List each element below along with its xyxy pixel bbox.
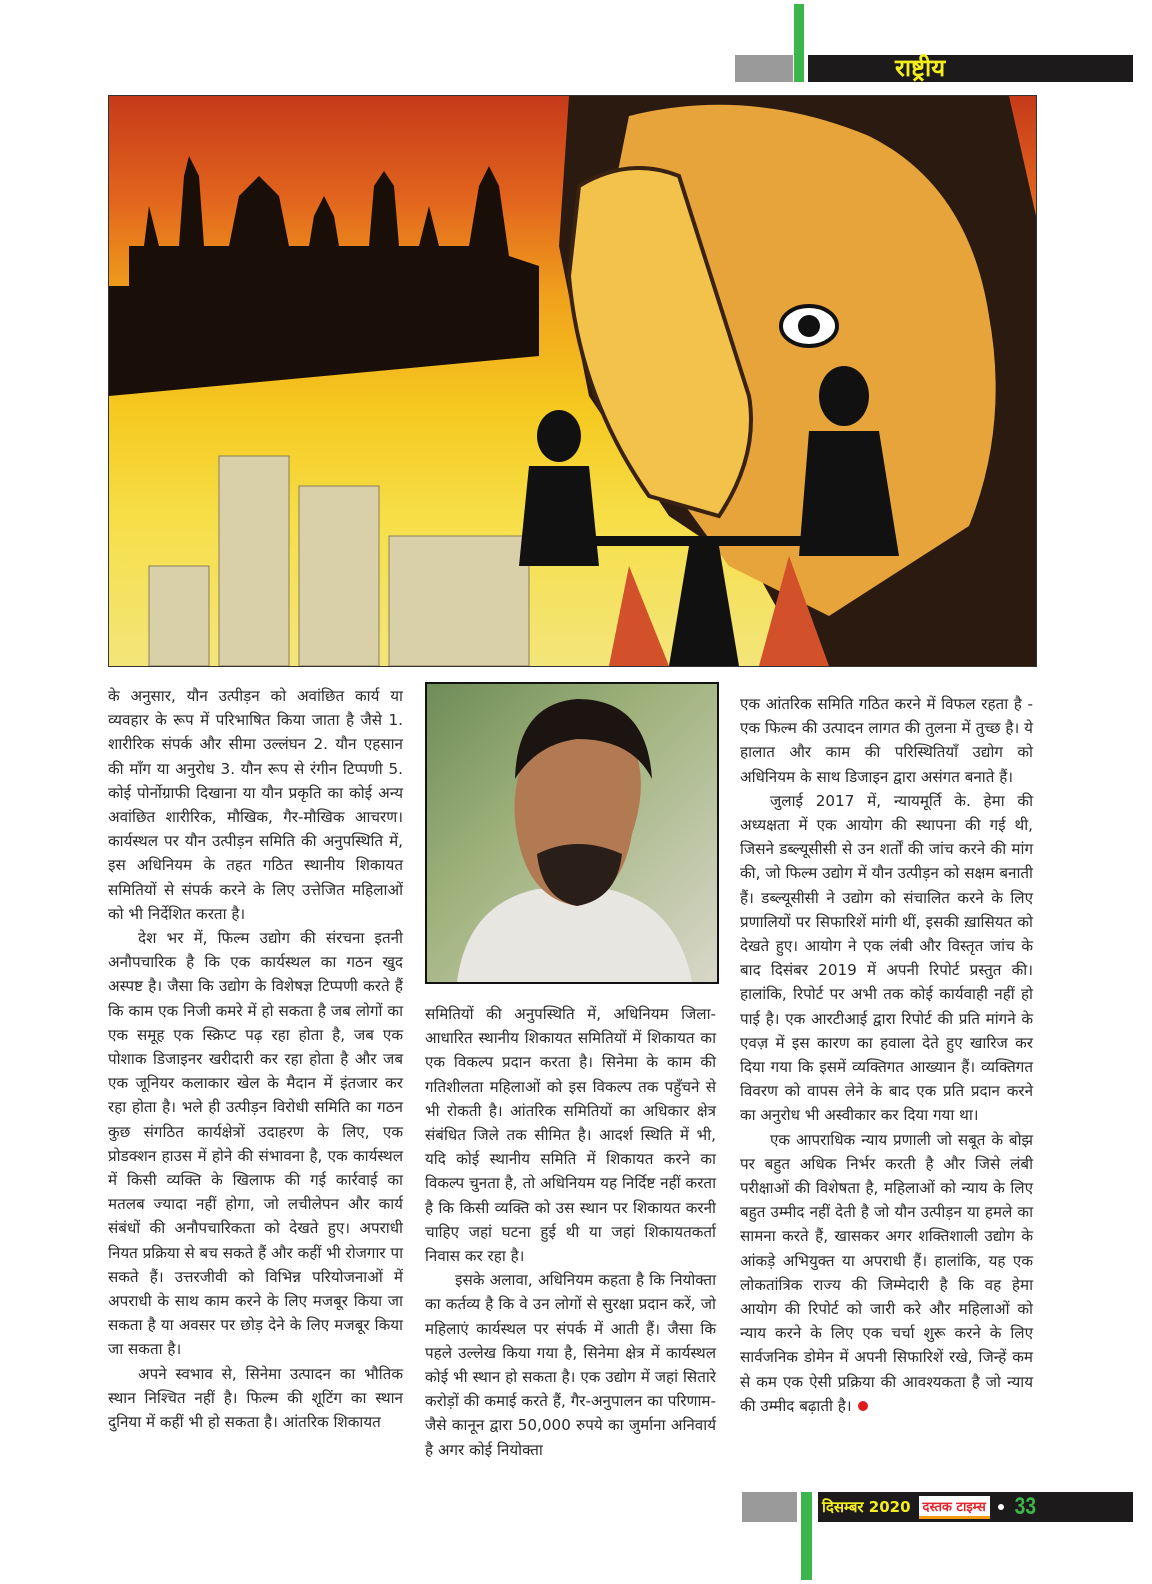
bullet-icon: [998, 1504, 1004, 1510]
paragraph: समितियों की अनुपस्थिति में, अधिनियम जिला-आधारित स्थानीय शिकायत समितियों में शिकायत का एक विकल्प प्रदान करता है। सिनेमा के काम की गतिशीलता महिलाओं को इस विकल्प तक पहुँचने से भी रोकती है। आंतरिक समितियों का अधिकार क्षेत्र संबंधित जिले तक सीमित है। आदर्श स्थिति में भी, यदि कोई स्थानीय समिति में शिकायत करने का विकल्प चुनता है, तो अधिनियम यह निर्दिष्ट नहीं करता है कि किसी व्यक्ति को उस स्थान पर शिकायत करनी चाहिए जहां घटना हुई थी या जहां शिकायतकर्ता निवास कर रहा है।: [425, 1005, 716, 1266]
article-column-2: [425, 1002, 716, 1462]
paragraph: इसके अलावा, अधिनियम कहता है कि नियोक्ता का कर्तव्य है कि वे उन लोगों से सुरक्षा प्रदान करें, जो महिलाएं कार्यस्थल पर संपर्क में आती हैं। जैसा कि पहले उल्लेख किया गया है, सिनेमा क्षेत्र में कार्यस्थल कोई भी स्थान हो सकता है। एक उद्योग में जहां सितारे करोड़ों की कमाई करते हैं, गैर-अनुपालन का परिणाम- जैसे कानून द्वारा 50,000 रुपये का जुर्माना अनिवार्य है अगर कोई नियोक्ता: [425, 1271, 716, 1459]
footer-gray-block: [742, 1492, 797, 1522]
paragraph: [740, 1128, 1033, 1418]
issue-date: दिसम्बर 2020: [822, 1498, 911, 1516]
footer-info: [822, 1492, 1038, 1522]
header-green-bar: [794, 4, 804, 82]
hero-illustration: [108, 95, 1037, 667]
portrait-photo: [425, 682, 719, 984]
paragraph: जुलाई 2017 में, न्यायमूर्ति के. हेमा की अध्यक्षता में एक आयोग की स्थापना की गई थी, जिसने डब्ल्यूसीसी से उन शर्तों की जांच करने की मांग की, जो फिल्म उद्योग में यौन उत्पीड़न को सक्षम बनाती हैं। डब्ल्यूसीसी ने उद्योग को संचालित करने के लिए प्रणालियों पर सिफारिशें मांगी थीं, इसकी ख़ासियत को देखते हुए। आयोग ने एक लंबी और विस्तृत जांच के बाद दिसंबर 2019 में अपनी रिपोर्ट प्रस्तुत की। हालांकि, रिपोर्ट पर अभी तक कोई कार्यवाही नहीं हो पाई है। एक आरटीआई द्वारा रिपोर्ट की प्रति मांगने के एवज़ में इस कारण का हवाला देते हुए खारिज कर दिया गया कि इसमें व्यक्तिगत आख्यान हैं। व्यक्तिगत विवरण को वापस लेने के बाद एक प्रति प्रदान करने का अनुरोध भी अस्वीकार कर दिया गया था।: [740, 791, 1033, 1125]
skyline-silhouette: [109, 156, 539, 396]
article-column-3: [740, 692, 1033, 1418]
header-gray-block: [735, 55, 793, 82]
paragraph: एक आंतरिक समिति गठित करने में विफल रहता है - एक फिल्म की उत्पादन लागत की तुलना में तुच्छ है। ये हालात और काम की परिस्थितियाँ उद्योग को अधिनियम के साथ डिजाइन द्वारा असंगत बनाते हैं।: [740, 695, 1033, 786]
paragraph: देश भर में, फिल्म उद्योग की संरचना इतनी अनौपचारिक है कि एक कार्यस्थल का गठन खुद अस्पष्ट है। जैसा कि उद्योग के विशेषज्ञ टिप्पणी करते हैं कि काम एक निजी कमरे में हो सकता है जब लोगों का एक समूह एक स्क्रिप्ट पढ़ रहा होता है, जब एक पोशाक डिजाइनर खरीदारी कर रहा होता है और जब एक जूनियर कलाकार खेल के मैदान में इंतजार कर रहा होता है। भले ही उत्पीड़न विरोधी समिति का गठन कुछ संगठित कार्यक्षेत्रों उदाहरण के लिए, एक प्रोडक्शन हाउस में होने की संभावना है, एक कार्यस्थल में किसी व्यक्ति के खिलाफ की गई कार्रवाई का मतलब ज्यादा नहीं होगा, जो लचीलेपन और कार्य संबंधों की अनौपचारिकता को देखते हुए। अपराधी नियत प्रक्रिया से बच सकते हैं और कहीं भी रोजगार पा सकते हैं। उत्तरजीवी को विभिन्न परियोजनाओं में अपराधी के साथ काम करने के लिए मजबूर किया जा सकता है या अवसर पर छोड़ देने के लिए मजबूर किया जा सकता है।: [108, 929, 404, 1359]
paragraph-text: एक आपराधिक न्याय प्रणाली जो सबूत के बोझ पर बहुत अधिक निर्भर करती है और जिसे लंबी परीक्षाओं की विशेषता है, महिलाओं को न्याय के लिए बहुत उम्मीद नहीं देती है जो यौन उत्पीड़न या हमले का सामना करते हैं, खासकर अगर शक्तिशाली उद्योग के आंकड़े अभियुक्त या अपराधी हैं। हालांकि, यह एक लोकतांत्रिक राज्य की जिम्मेदारी है कि वह हेमा आयोग की रिपोर्ट को जारी करे और महिलाओं को न्याय करने के लिए एक चर्चा शुरू करने के लिए सार्वजनिक डोमेन में अपनी सिफारिशें रखे, जिन्हें कम से कम एक ऐसी प्रक्रिया की आवश्यकता है जो न्याय की उम्मीद बढ़ाती है।: [740, 1130, 1033, 1415]
page-number: 33: [1014, 1493, 1036, 1520]
section-label: राष्ट्रीय: [895, 54, 946, 82]
header-black-bar: [808, 55, 1133, 82]
article-column-1: [108, 684, 403, 1434]
city-towers: [149, 456, 529, 666]
footer-green-bar: [801, 1492, 812, 1580]
illustration-art: [109, 96, 1036, 666]
paragraph: के अनुसार, यौन उत्पीड़न को अवांछित कार्य या व्यवहार के रूप में परिभाषित किया जाता है जैसे 1. शारीरिक संपर्क और सीमा उल्लंघन 2. यौन एहसान की माँग या अनुरोध 3. यौन रूप से रंगीन टिप्पणी 5. कोई पोर्नोग्राफी दिखाना या यौन प्रकृति का कोई अन्य अवांछित शारीरिक, मौखिक, गैर-मौखिक आचरण। कार्यस्थल पर यौन उत्पीड़न समिति की अनुपस्थिति में, इस अधिनियम के तहत गठित स्थानीय शिकायत समितियों से संपर्क करने के लिए उत्तेजित महिलाओं को भी निर्देशित करता है।: [108, 687, 403, 923]
paragraph: अपने स्वभाव से, सिनेमा उत्पादन का भौतिक स्थान निश्चित नहीं है। फिल्म की शूटिंग का स्थान दुनिया में कहीं भी हो सकता है। आंतरिक शिकायत: [108, 1364, 403, 1432]
end-mark-icon: [858, 1401, 868, 1411]
portrait-art: [427, 684, 717, 982]
magazine-logo: दस्तक टाइम्स: [919, 1496, 990, 1519]
